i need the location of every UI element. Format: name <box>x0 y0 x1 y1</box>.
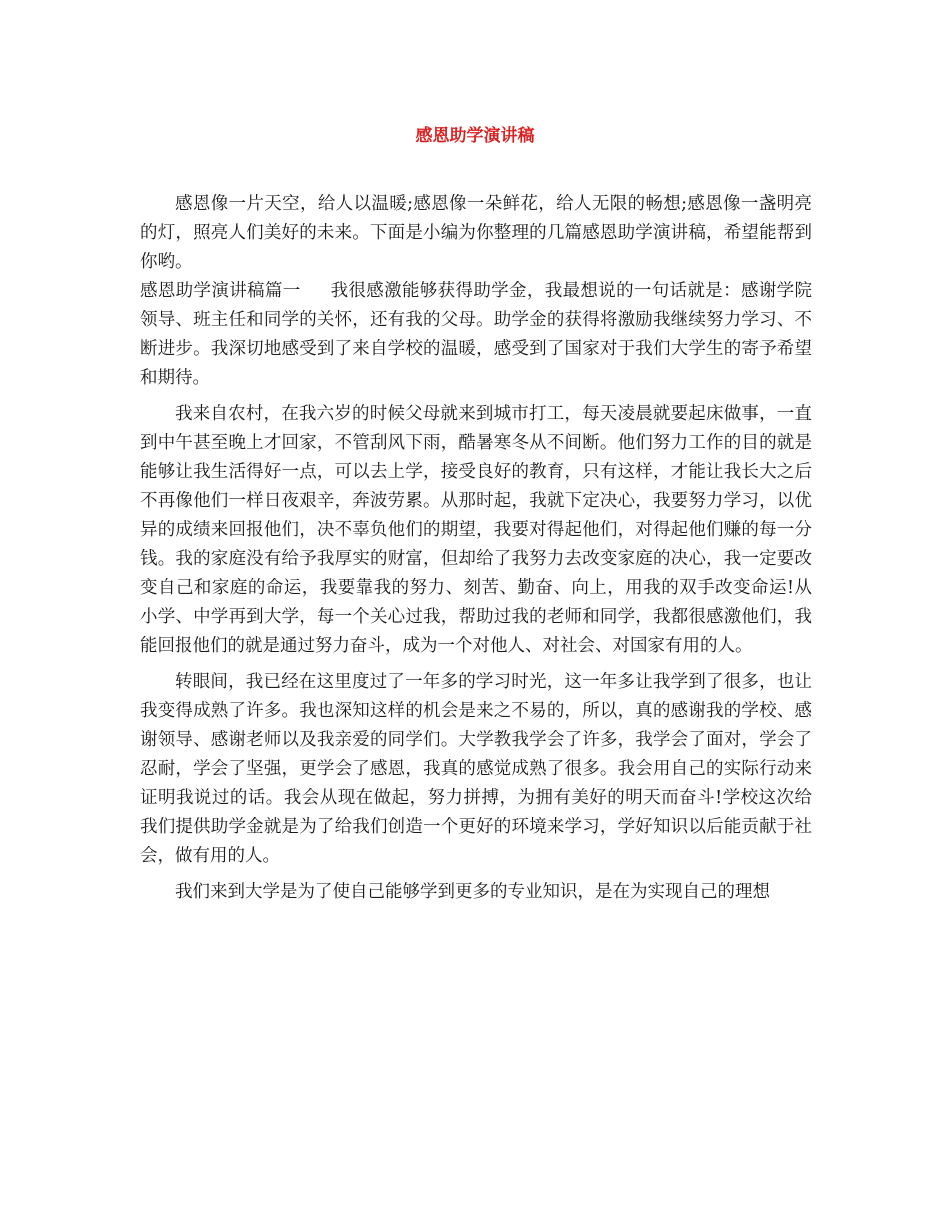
body-paragraph-4: 我们来到大学是为了使自己能够学到更多的专业知识，是在为实现自己的理想 <box>175 882 770 902</box>
intro-paragraph: 感恩像一片天空，给人以温暖;感恩像一朵鲜花，给人无限的畅想;感恩像一盏明亮的灯，照亮人们美好的未来。下面是小编为你整理的几篇感恩助学演讲稿，希望能帮到你哟。 <box>140 194 812 272</box>
section-one-paragraph <box>140 277 812 393</box>
document-title: 感恩助学演讲稿 <box>415 126 535 146</box>
body-paragraph-3: 转眼间，我已经在这里度过了一年多的学习时光，这一年多让我学到了很多，也让我变得成熟了许多。我也深知这样的机会是来之不易的，所以，真的感谢我的学校、感谢领导、感谢老师以及我亲爱的同学们。大学教我学会了许多，我学会了面对，学会了忍耐，学会了坚强，更学会了感恩，我真的感觉成熟了很多。我会用自己的实际行动来证明我说过的话。我会从现在做起，努力拼搏，为拥有美好的明天而奋斗!学校这次给我们提供助学金就是为了给我们创造一个更好的环境来学习，学好知识以后能贡献于社会，做有用的人。 <box>140 672 812 866</box>
section-one-label: 感恩助学演讲稿篇一 <box>140 281 301 301</box>
paragraph-spacer <box>140 393 812 400</box>
section-one-text: 我很感激能够获得助学金，我最想说的一句话就是：感谢学院领导、班主任和同学的关怀，还有我的父母。助学金的获得将激励我继续努力学习、不断进步。我深切地感受到了来自学校的温暖，感受到了国家对于我们大学生的寄予希望和期待。 <box>140 281 813 388</box>
document-body <box>140 190 812 907</box>
paragraph-spacer <box>140 661 812 668</box>
paragraph-spacer <box>140 871 812 878</box>
body-paragraph-2: 我来自农村，在我六岁的时候父母就来到城市打工，每天凌晨就要起床做事，一直到中午甚至晚上才回家，不管刮风下雨，酷暑寒冬从不间断。他们努力工作的目的就是能够让我生活得好一点，可以去上学，接受良好的教育，只有这样，才能让我长大之后不再像他们一样日夜艰辛，奔波劳累。从那时起，我就下定决心，我要努力学习，以优异的成绩来回报他们，决不辜负他们的期望，我要对得起他们，对得起他们赚的每一分钱。我的家庭没有给予我厚实的财富，但却给了我努力去改变家庭的决心，我一定要改变自己和家庭的命运，我要靠我的努力、刻苦、勤奋、向上，用我的双手改变命运!从小学、中学再到大学，每一个关心过我，帮助过我的老师和同学，我都很感激他们，我能回报他们的就是通过努力奋斗，成为一个对他人、对社会、对国家有用的人。 <box>140 404 812 656</box>
